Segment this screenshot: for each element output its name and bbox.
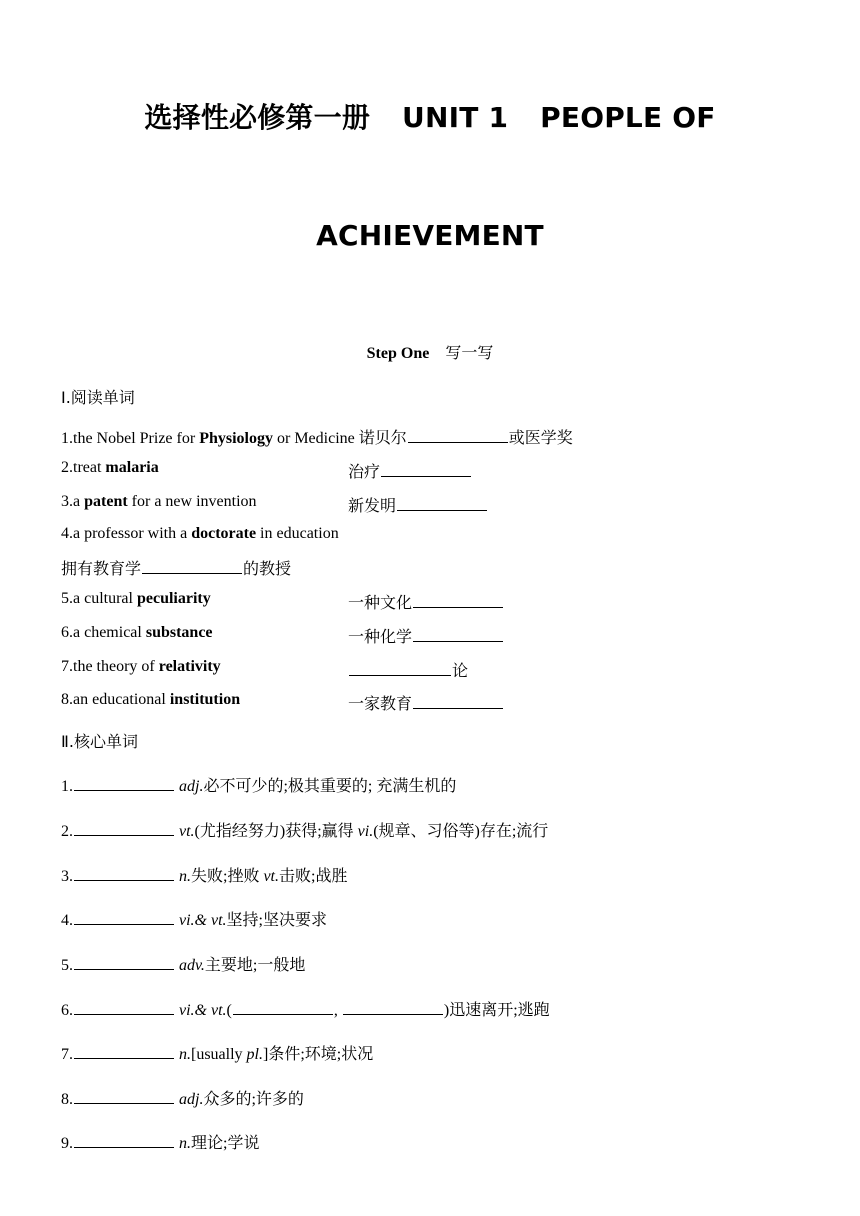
part-of-speech: adj. <box>179 1091 204 1108</box>
reading-item-3 <box>61 493 257 511</box>
reading-item-2-cn <box>348 459 472 482</box>
item-number: 5. <box>61 590 73 607</box>
item-cn: 拥有教育学 <box>61 561 142 578</box>
answer-blank[interactable] <box>142 559 242 574</box>
item-cn: 治疗 <box>348 464 381 481</box>
part-of-speech: vt. <box>263 868 279 885</box>
answer-blank[interactable] <box>413 593 503 608</box>
core-item-2 <box>61 818 548 841</box>
reading-item-7-cn <box>348 658 468 681</box>
answer-blank[interactable] <box>74 821 174 836</box>
core-item-1 <box>61 773 456 796</box>
reading-item-5-cn <box>348 590 504 613</box>
reading-item-2 <box>61 459 159 477</box>
reading-item-8 <box>61 691 240 709</box>
answer-blank[interactable] <box>408 428 508 443</box>
item-number: 8. <box>61 691 73 708</box>
core-item-6 <box>61 997 550 1020</box>
core-item-9 <box>61 1130 259 1153</box>
item-number: 5. <box>61 957 73 974</box>
item-text: a <box>73 493 85 510</box>
item-number: 2. <box>61 459 73 476</box>
answer-blank[interactable] <box>74 776 174 791</box>
answer-blank[interactable] <box>74 1133 174 1148</box>
definition: 众多的;许多的 <box>203 1091 304 1108</box>
step-label: Step One <box>366 345 430 362</box>
item-keyword: institution <box>169 691 241 708</box>
answer-blank[interactable] <box>74 910 174 925</box>
part-of-speech: vi.& vt. <box>179 1002 227 1019</box>
answer-blank[interactable] <box>413 694 503 709</box>
item-text: for a new invention <box>127 493 257 510</box>
definition: )迅速离开;逃跑 <box>443 1002 550 1019</box>
item-keyword: Physiology <box>199 430 273 447</box>
part-of-speech: pl. <box>246 1046 263 1063</box>
title-unit-name: PEOPLE OF <box>540 101 716 134</box>
item-text: a cultural <box>73 590 137 607</box>
step-cn: 写一写 <box>445 345 494 362</box>
part-of-speech: vi.& vt. <box>179 912 227 929</box>
item-number: 6. <box>61 624 73 641</box>
part-of-speech: n. <box>179 1046 191 1063</box>
answer-blank[interactable] <box>233 1000 333 1015</box>
answer-blank[interactable] <box>74 955 174 970</box>
definition: 理论;学说 <box>191 1135 260 1152</box>
definition: ]条件;环境;状况 <box>263 1046 374 1063</box>
answer-blank[interactable] <box>74 1044 174 1059</box>
part-of-speech: vt. <box>179 823 195 840</box>
definition: 失败;挫败 <box>191 868 264 885</box>
part-of-speech: n. <box>179 1135 191 1152</box>
item-cn: 一种文化 <box>348 595 413 612</box>
item-text: a chemical <box>73 624 146 641</box>
definition: , <box>333 1002 342 1019</box>
section-heading-core-words: Ⅱ.核心单词 <box>61 732 138 751</box>
item-number: 4. <box>61 525 73 542</box>
answer-blank[interactable] <box>74 866 174 881</box>
item-text: a professor with a <box>73 525 192 542</box>
item-cn: 一家教育 <box>348 696 413 713</box>
item-keyword: substance <box>145 624 213 641</box>
item-number: 9. <box>61 1135 73 1152</box>
core-item-5 <box>61 952 305 975</box>
item-number: 2. <box>61 823 73 840</box>
item-number: 4. <box>61 912 73 929</box>
item-text: or Medicine 诺贝尔 <box>272 430 407 447</box>
part-of-speech: adj. <box>179 778 204 795</box>
definition: 击败;战胜 <box>279 868 348 885</box>
item-keyword: patent <box>84 493 128 510</box>
item-text: treat <box>73 459 106 476</box>
definition: [usually <box>191 1046 247 1063</box>
item-cn: 论 <box>452 663 469 680</box>
item-number: 1. <box>61 778 73 795</box>
answer-blank[interactable] <box>349 661 451 676</box>
answer-blank[interactable] <box>74 1089 174 1104</box>
item-number: 1. <box>61 430 73 447</box>
page-title-line-1 <box>0 96 860 136</box>
answer-blank[interactable] <box>397 496 487 511</box>
reading-item-6-cn <box>348 624 504 647</box>
item-text: in education <box>256 525 339 542</box>
item-text: an educational <box>73 691 170 708</box>
definition: 主要地;一般地 <box>204 957 306 974</box>
reading-item-6 <box>61 624 213 642</box>
item-keyword: malaria <box>105 459 159 476</box>
item-cn: 或医学奖 <box>508 430 573 447</box>
part-of-speech: adv. <box>179 957 205 974</box>
core-item-3 <box>61 863 347 886</box>
definition: 必不可少的;极其重要的; 充满生机的 <box>203 778 457 795</box>
definition: (规章、习俗等)存在;流行 <box>373 823 549 840</box>
definition: ( <box>226 1002 232 1019</box>
answer-blank[interactable] <box>343 1000 443 1015</box>
part-of-speech: n. <box>179 868 191 885</box>
item-keyword: peculiarity <box>136 590 211 607</box>
item-keyword: doctorate <box>191 525 257 542</box>
reading-item-7 <box>61 658 221 676</box>
section-heading-reading-words: Ⅰ.阅读单词 <box>61 388 135 407</box>
reading-item-5 <box>61 590 211 608</box>
item-number: 6. <box>61 1002 73 1019</box>
reading-item-4-cn <box>61 556 291 579</box>
title-book: 选择性必修第一册 <box>144 101 371 134</box>
reading-item-1 <box>61 425 573 448</box>
reading-item-3-cn <box>348 493 488 516</box>
item-cn: 新发明 <box>348 498 397 515</box>
item-text: the Nobel Prize for <box>73 430 200 447</box>
item-cn: 的教授 <box>243 561 292 578</box>
item-number: 7. <box>61 658 73 675</box>
answer-blank[interactable] <box>381 462 471 477</box>
answer-blank[interactable] <box>74 1000 174 1015</box>
reading-item-4 <box>61 525 339 543</box>
reading-item-8-cn <box>348 691 504 714</box>
part-of-speech: vi. <box>357 823 374 840</box>
item-number: 8. <box>61 1091 73 1108</box>
core-item-4 <box>61 907 327 930</box>
core-item-7 <box>61 1041 373 1064</box>
definition: 坚持;坚决要求 <box>226 912 327 929</box>
item-number: 3. <box>61 493 73 510</box>
item-text: the theory of <box>73 658 159 675</box>
item-number: 3. <box>61 868 73 885</box>
title-unit: UNIT 1 <box>402 101 509 134</box>
definition: (尤指经努力)获得;赢得 <box>194 823 358 840</box>
core-item-8 <box>61 1086 304 1109</box>
item-cn: 一种化学 <box>348 629 413 646</box>
answer-blank[interactable] <box>413 627 503 642</box>
step-heading <box>0 340 860 363</box>
item-keyword: relativity <box>158 658 221 675</box>
item-number: 7. <box>61 1046 73 1063</box>
page-title-line-2: ACHIEVEMENT <box>316 219 544 252</box>
